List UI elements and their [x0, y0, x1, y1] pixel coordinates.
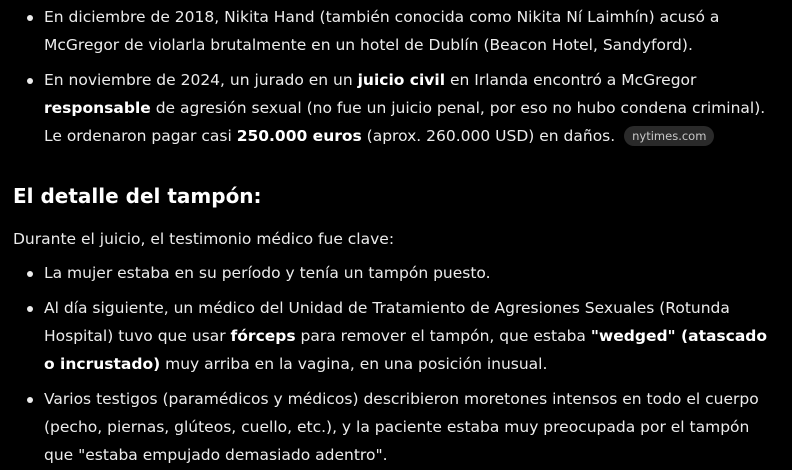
bold-text: 250.000 euros	[236, 127, 362, 145]
bold-text: fórceps	[230, 327, 296, 345]
source-citation-chip[interactable]: nytimes.com	[624, 126, 714, 146]
bold-text: "wedged" (atascado o incrustado)	[44, 327, 768, 373]
text-segment: (aprox. 260.000 USD) en daños.	[361, 127, 616, 145]
intro-paragraph: Durante el juicio, el testimonio médico fue clave:	[13, 230, 395, 248]
text-segment: para remover el tampón, que estaba	[295, 327, 591, 345]
bullet-icon	[27, 306, 33, 312]
list-item	[0, 66, 792, 150]
bullet-icon	[27, 271, 33, 277]
bullet-icon	[27, 15, 33, 21]
text-segment: en Irlanda encontró a McGregor	[445, 71, 697, 89]
list-item-text: La mujer estaba en su período y tenía un tampón puesto.	[44, 264, 491, 282]
list-item	[0, 294, 792, 378]
list-item	[0, 385, 792, 469]
text-segment: En noviembre de 2024, un jurado en un	[44, 71, 358, 89]
bold-text: juicio civil	[357, 71, 446, 89]
list-item-text: Varios testigos (paramédicos y médicos) describieron moretones intensos en todo el cuerpo (pecho, piernas, glúteos, cuello, etc.), y la paciente estaba muy preocupada por el tampón que "estaba empujado demasiado adentro".	[44, 390, 759, 464]
list-item	[0, 3, 792, 59]
text-segment: muy arriba en la vagina, en una posición inusual.	[160, 355, 548, 373]
text-segment: Al día siguiente, un médico del Unidad de Tratamiento de Agresiones Sexuales (Rotunda Hospital) tuvo que usar	[44, 299, 730, 345]
bullet-icon	[27, 78, 33, 84]
bullet-list-background	[0, 3, 792, 150]
list-item	[0, 259, 792, 287]
list-item-text: En diciembre de 2018, Nikita Hand (también conocida como Nikita Ní Laimhín) acusó a McGregor de violarla brutalmente en un hotel de Dublín (Beacon Hotel, Sandyford).	[44, 8, 720, 54]
bullet-icon	[27, 397, 33, 403]
section-heading: El detalle del tampón:	[13, 184, 262, 208]
bullet-list-tampon-detail	[0, 259, 792, 469]
bold-text: responsable	[44, 99, 151, 117]
text-segment: de agresión sexual (no fue un juicio penal, por eso no hubo condena criminal). Le ordenaron pagar casi	[44, 99, 766, 145]
